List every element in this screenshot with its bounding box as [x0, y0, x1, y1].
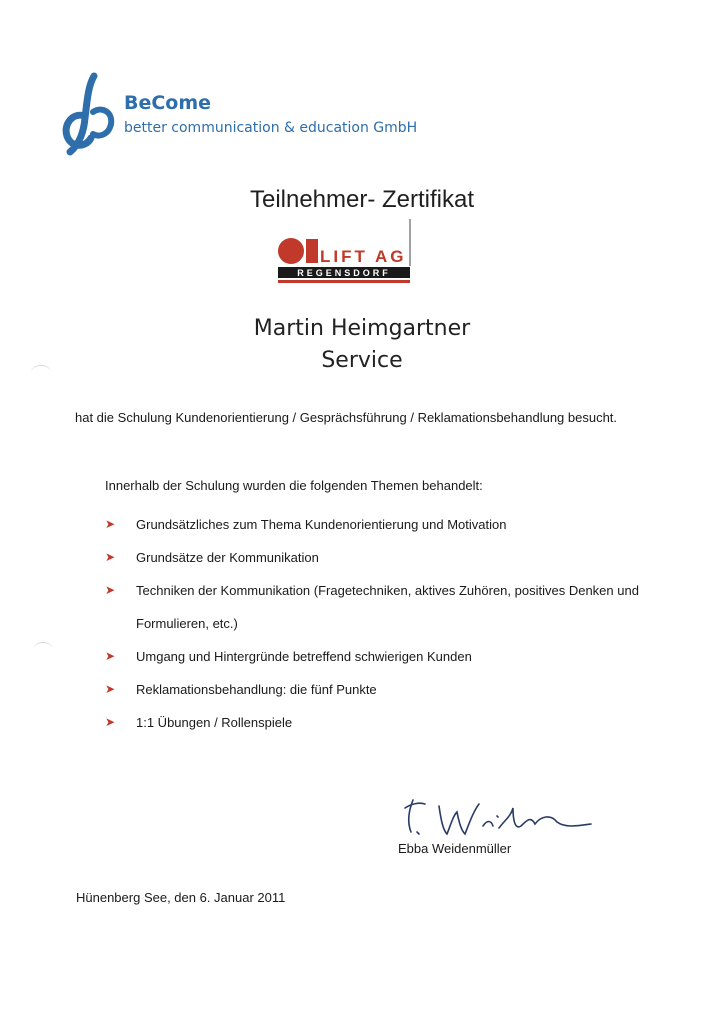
list-item: ➤ Grundsätzliches zum Thema Kundenorientierung und Motivation [105, 508, 645, 541]
issuer-tagline: better communication & education GmbH [124, 120, 418, 136]
list-item: ➤ Reklamationsbehandlung: die fünf Punkte [105, 673, 645, 706]
place-date: Hünenberg See, den 6. Januar 2011 [76, 890, 286, 905]
list-item: ➤ Umgang und Hintergründe betreffend schwierigen Kunden [105, 640, 645, 673]
signer-name: Ebba Weidenmüller [398, 841, 512, 856]
binder-hole-mark [31, 365, 51, 380]
topic-list [105, 508, 645, 739]
become-logo-icon [60, 72, 120, 156]
company-logo-name: LIFT AG [320, 247, 407, 266]
participant-name: Martin Heimgartner [253, 316, 471, 341]
list-item: ➤ Techniken der Kommunikation (Fragetechniken, aktives Zuhören, positives Denken und Formulieren, etc.) [105, 574, 645, 640]
certificate-title: Teilnehmer- Zertifikat [249, 186, 475, 213]
participant-block [0, 313, 724, 377]
arrow-bullet-icon: ➤ [105, 550, 116, 564]
participant-department: Service [321, 348, 403, 373]
arrow-bullet-icon: ➤ [105, 649, 116, 663]
list-item: ➤ Grundsätze der Kommunikation [105, 541, 645, 574]
course-intro: hat die Schulung Kundenorientierung / Gesprächsführung / Reklamationsbehandlung besucht. [75, 410, 618, 425]
company-logo [276, 216, 412, 290]
company-logo-location: REGENSDORF [297, 268, 391, 278]
handwritten-signature [395, 786, 605, 846]
lift-emblem-icon [278, 238, 304, 264]
binder-hole-mark [33, 642, 53, 657]
arrow-bullet-icon: ➤ [105, 682, 116, 696]
arrow-bullet-icon: ➤ [105, 715, 116, 729]
issuer-name: BeCome [124, 92, 212, 114]
list-item: ➤ 1:1 Übungen / Rollenspiele [105, 706, 645, 739]
topics-heading: Innerhalb der Schulung wurden die folgenden Themen behandelt: [105, 478, 483, 493]
arrow-bullet-icon: ➤ [105, 517, 116, 531]
arrow-bullet-icon: ➤ [105, 583, 116, 597]
